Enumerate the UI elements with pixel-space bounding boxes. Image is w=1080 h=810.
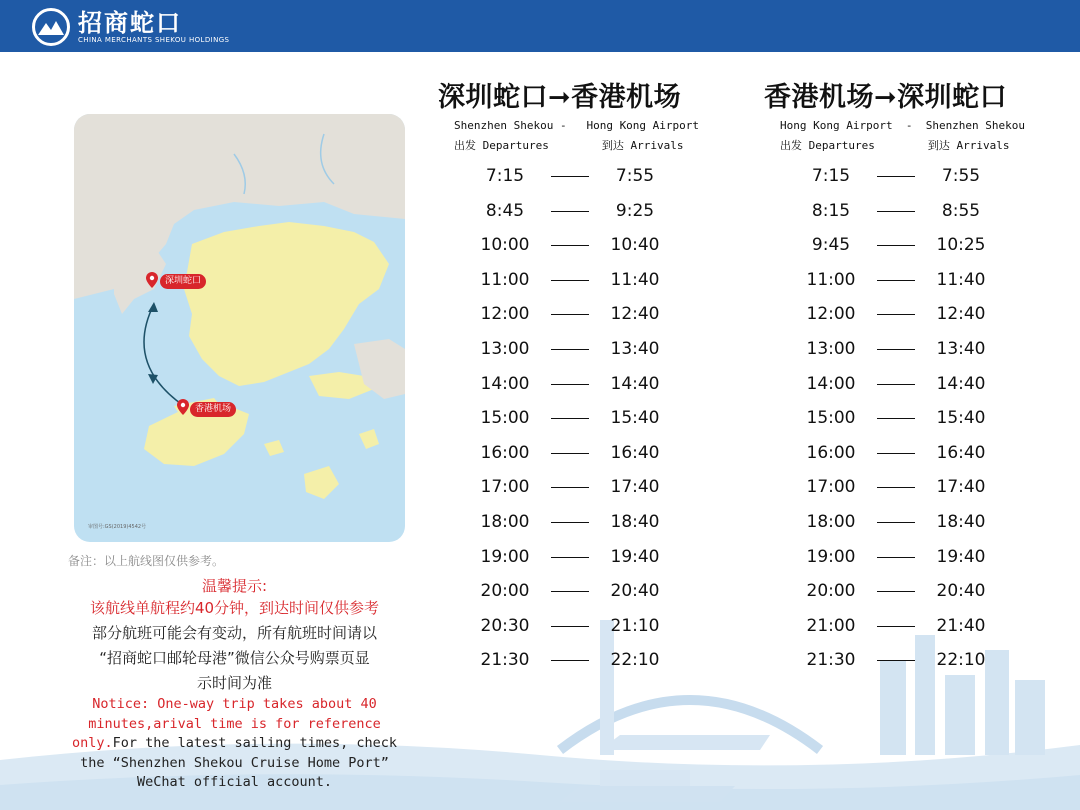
arrival-time: 17:40 — [610, 477, 660, 498]
table-row — [438, 648, 738, 682]
dash-separator — [551, 314, 589, 315]
logo-cn-text: 招商蛇口 — [78, 8, 182, 37]
table-row — [438, 406, 738, 440]
dash-separator — [551, 418, 589, 419]
company-logo — [32, 8, 229, 46]
departure-time: 12:00 — [806, 304, 856, 325]
location-pin-icon — [146, 272, 158, 288]
location-pin-icon — [177, 399, 189, 415]
departure-time: 11:00 — [480, 269, 530, 290]
arrival-time: 16:40 — [610, 442, 660, 463]
dash-separator — [551, 557, 589, 558]
table-row — [438, 199, 738, 233]
dash-separator — [877, 245, 915, 246]
table-row — [764, 475, 1064, 509]
dash-separator — [551, 349, 589, 350]
table-row — [764, 372, 1064, 406]
arrival-time: 11:40 — [936, 269, 986, 290]
arrival-time: 20:40 — [610, 581, 660, 602]
arrival-time: 15:40 — [610, 408, 660, 429]
arrival-time: 19:40 — [610, 546, 660, 567]
tips-line-1: 该航线单航程约40分钟，到达时间仅供参考 — [89, 599, 380, 617]
arrival-time: 13:40 — [610, 339, 660, 359]
table-row — [438, 614, 738, 648]
dash-separator — [877, 557, 915, 558]
dash-separator — [877, 522, 915, 523]
english-notice — [62, 695, 407, 793]
route-column-headers — [780, 136, 1064, 156]
departure-time: 17:00 — [806, 477, 856, 498]
dash-separator — [551, 280, 589, 281]
departure-time: 14:00 — [806, 373, 856, 394]
table-row — [764, 614, 1064, 648]
table-row — [438, 164, 738, 198]
table-row — [438, 579, 738, 613]
table-row — [764, 302, 1064, 336]
arrival-time: 22:10 — [936, 650, 986, 671]
dash-separator — [877, 591, 915, 592]
pin-label-shekou: 深圳蛇口 — [160, 274, 206, 289]
departure-time: 14:00 — [480, 373, 530, 394]
departure-time: 7:15 — [811, 166, 851, 186]
table-row — [438, 233, 738, 267]
departure-time: 18:00 — [806, 512, 856, 532]
arrivals-label: 到达 Arrivals — [927, 139, 1010, 152]
tips-line-4: 示时间为准 — [196, 674, 272, 692]
schedule-shekou-to-airport — [438, 80, 738, 671]
arrival-time: 13:40 — [936, 339, 986, 359]
table-row — [764, 545, 1064, 579]
departure-time: 7:15 — [485, 166, 525, 186]
tips-title: 温馨提示: — [201, 577, 268, 595]
departure-time: 16:00 — [806, 442, 856, 463]
departure-time: 20:00 — [806, 581, 856, 602]
notice-black-text: For the latest sailing times, check the “Shenzhen Shekou Cruise Home Port” WeChat official account. — [80, 735, 398, 791]
table-row — [764, 510, 1064, 544]
departure-time: 16:00 — [480, 442, 530, 463]
logo-en-text: CHINA MERCHANTS SHEKOU HOLDINGS — [78, 35, 230, 44]
arrival-time: 14:40 — [936, 373, 986, 394]
dash-separator — [877, 280, 915, 281]
arrival-time: 22:10 — [610, 650, 660, 671]
table-row — [764, 579, 1064, 613]
arrival-time: 8:55 — [941, 200, 981, 221]
departure-time: 8:15 — [811, 200, 851, 221]
tips-line-2: 部分航班可能会有变动，所有航班时间请以 — [91, 624, 377, 642]
arrival-time: 12:40 — [936, 304, 986, 325]
departure-time: 20:00 — [480, 581, 530, 602]
departure-time: 17:00 — [480, 477, 530, 498]
arrival-time: 12:40 — [610, 304, 660, 325]
departure-time: 21:30 — [480, 650, 530, 671]
departure-time: 13:00 — [806, 339, 856, 359]
table-row — [764, 199, 1064, 233]
departure-time: 12:00 — [480, 304, 530, 325]
arrival-time: 16:40 — [936, 442, 986, 463]
departure-time: 21:00 — [806, 615, 856, 636]
departure-time: 18:00 — [480, 512, 530, 532]
departure-time: 19:00 — [806, 546, 856, 567]
arrival-time: 15:40 — [936, 408, 986, 429]
table-row — [438, 441, 738, 475]
header-bar — [0, 0, 1080, 52]
dash-separator — [551, 591, 589, 592]
dash-separator — [551, 211, 589, 212]
dash-separator — [877, 453, 915, 454]
departure-time: 20:30 — [480, 615, 530, 636]
route-title: 深圳蛇口➞香港机场 — [438, 82, 682, 113]
table-row — [764, 441, 1064, 475]
table-row — [764, 233, 1064, 267]
departure-time: 10:00 — [480, 235, 530, 256]
dash-separator — [877, 314, 915, 315]
table-row — [438, 337, 738, 371]
dash-separator — [877, 626, 915, 627]
arrival-time: 19:40 — [936, 546, 986, 567]
dash-separator — [551, 453, 589, 454]
route-title: 香港机场➞深圳蛇口 — [764, 82, 1008, 113]
departure-time: 15:00 — [480, 408, 530, 429]
arrival-time: 18:40 — [610, 512, 660, 532]
route-subtitle: Shenzhen Shekou - Hong Kong Airport — [454, 119, 700, 132]
table-row — [438, 545, 738, 579]
departure-time: 15:00 — [806, 408, 856, 429]
arrival-time: 7:55 — [615, 166, 655, 186]
dash-separator — [551, 487, 589, 488]
pin-label-airport: 香港机场 — [190, 402, 236, 417]
map-note: 备注：以上航线图仅供参考。 — [68, 554, 225, 568]
arrivals-label: 到达 Arrivals — [601, 139, 684, 152]
dash-separator — [551, 245, 589, 246]
arrival-time: 10:40 — [610, 235, 660, 256]
table-row — [438, 302, 738, 336]
dash-separator — [551, 384, 589, 385]
table-row — [438, 372, 738, 406]
departure-time: 9:45 — [811, 235, 851, 256]
logo-mountain-icon — [32, 8, 70, 46]
departures-label: 出发 Departures — [454, 139, 549, 152]
arrival-time: 9:25 — [615, 200, 655, 221]
departure-time: 11:00 — [806, 269, 856, 290]
arrival-time: 20:40 — [936, 581, 986, 602]
table-row — [764, 337, 1064, 371]
table-row — [438, 268, 738, 302]
table-row — [438, 510, 738, 544]
arrival-time: 17:40 — [936, 477, 986, 498]
dash-separator — [877, 349, 915, 350]
dash-separator — [877, 211, 915, 212]
map-credit: 审图号:GS(2019)4542号 — [88, 524, 147, 530]
arrival-time: 10:25 — [936, 235, 986, 256]
dash-separator — [877, 418, 915, 419]
departures-label: 出发 Departures — [780, 139, 875, 152]
arrival-time: 21:40 — [936, 615, 986, 636]
route-subtitle: Hong Kong Airport - Shenzhen Shekou — [780, 119, 1026, 132]
arrival-time: 18:40 — [936, 512, 986, 532]
table-row — [764, 164, 1064, 198]
dash-separator — [877, 660, 915, 661]
table-row — [438, 475, 738, 509]
tips-line-3: “招商蛇口邮轮母港”微信公众号购票页显 — [99, 649, 370, 667]
tips-block — [62, 576, 407, 696]
arrival-time: 21:10 — [610, 615, 660, 636]
dash-separator — [877, 487, 915, 488]
arrival-time: 11:40 — [610, 269, 660, 290]
table-row — [764, 648, 1064, 682]
dash-separator — [551, 660, 589, 661]
table-row — [764, 406, 1064, 440]
departure-time: 19:00 — [480, 546, 530, 567]
dash-separator — [551, 176, 589, 177]
dash-separator — [551, 522, 589, 523]
table-row — [764, 268, 1064, 302]
departure-time: 13:00 — [480, 339, 530, 359]
route-map — [74, 114, 405, 542]
schedule-airport-to-shekou — [764, 80, 1064, 671]
departure-time: 21:30 — [806, 650, 856, 671]
notice-red-text: Notice: One-way trip takes about 40 minutes,arival time is for reference only. — [71, 696, 381, 752]
arrival-time: 14:40 — [610, 373, 660, 394]
departure-time: 8:45 — [485, 200, 525, 221]
arrival-time: 7:55 — [941, 166, 981, 186]
dash-separator — [877, 384, 915, 385]
dash-separator — [877, 176, 915, 177]
route-column-headers — [454, 136, 738, 156]
dash-separator — [551, 626, 589, 627]
